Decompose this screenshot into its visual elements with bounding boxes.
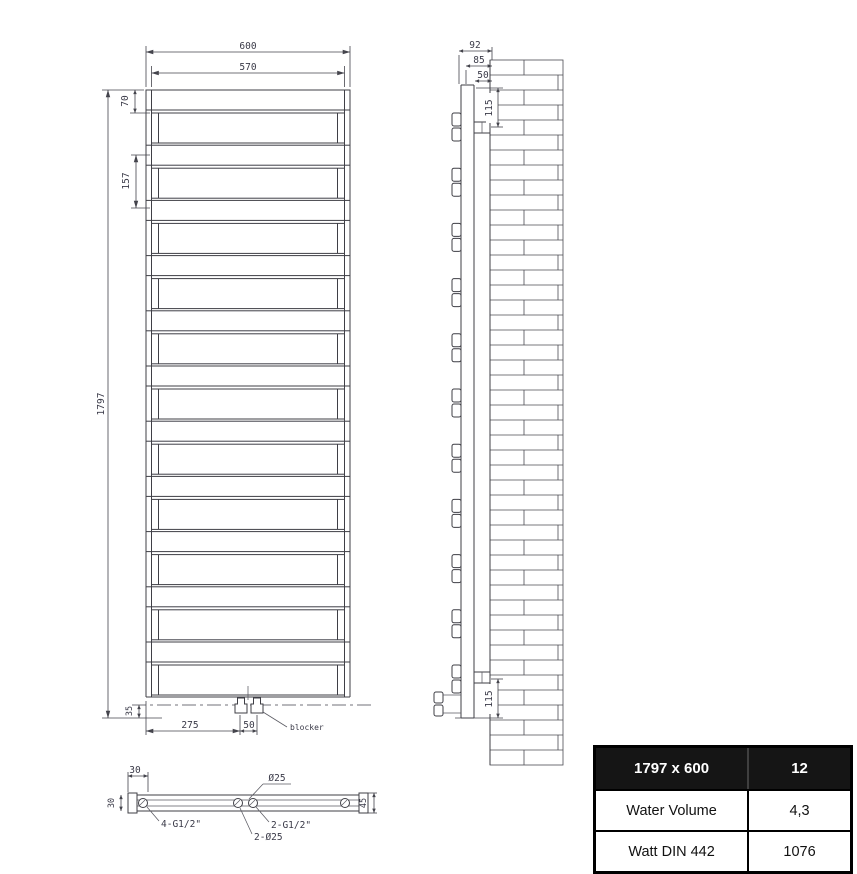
spec-row-water-volume (596, 789, 850, 830)
dim-115-bottom-label: 115 (484, 690, 495, 708)
wall-section (490, 60, 563, 765)
spec-table (593, 745, 853, 874)
side-panel-tabs (452, 113, 461, 693)
wall-brackets (474, 122, 490, 683)
side-body (461, 85, 474, 718)
dim-30-top-label: 30 (129, 765, 141, 776)
blocker-callout (263, 712, 324, 732)
conn-2d25-label: 2-Ø25 (254, 832, 283, 843)
bottom-view (107, 765, 377, 843)
front-rails (146, 90, 350, 697)
dim-45-right-label: 45 (359, 797, 369, 809)
dim-600-label: 600 (239, 41, 257, 52)
dim-30-top (128, 765, 148, 792)
dim-width-570 (152, 62, 345, 87)
dim-1797-label: 1797 (96, 392, 107, 416)
conn-2g-label: 2-G1/2" (271, 820, 312, 831)
side-valve (434, 692, 461, 716)
dim-35-label: 35 (125, 705, 135, 717)
spec-watt-label: Watt DIN 442 (628, 843, 715, 860)
spec-table-header (596, 748, 850, 789)
dim-157-label: 157 (121, 172, 132, 190)
dim-30-left (107, 795, 121, 811)
dim-bracket-bottom (455, 679, 503, 718)
dim-570-label: 570 (239, 62, 257, 73)
spec-water-volume-value: 4,3 (747, 791, 850, 830)
dim-92-label: 92 (469, 40, 481, 51)
conn-callouts (147, 807, 311, 843)
dim-depths (459, 40, 492, 84)
spec-row-watt (596, 830, 850, 871)
side-view (434, 40, 563, 765)
dim-bracket-top (476, 88, 503, 127)
dia-25-label: Ø25 (268, 773, 286, 784)
dim-50-label: 50 (243, 720, 255, 731)
blocker-label: blocker (290, 723, 324, 732)
spec-water-volume-label: Water Volume (626, 802, 717, 819)
dim-30-left-label: 30 (107, 797, 117, 809)
spec-count: 12 (747, 748, 850, 789)
dim-115-top-label: 115 (484, 99, 495, 117)
valve-symbols (235, 698, 263, 713)
front-view (96, 41, 372, 735)
spec-watt-value: 1076 (747, 832, 850, 871)
dim-70-label: 70 (120, 95, 131, 107)
conn-4g-label: 4-G1/2" (161, 819, 202, 830)
dim-275-label: 275 (181, 720, 199, 731)
dim-85-label: 85 (473, 55, 485, 66)
dim-50-side-label: 50 (477, 70, 489, 81)
wall-bricks (490, 60, 563, 765)
front-panels (146, 90, 350, 695)
dim-bottom-35 (125, 705, 139, 718)
spec-size: 1797 x 600 (634, 760, 710, 777)
